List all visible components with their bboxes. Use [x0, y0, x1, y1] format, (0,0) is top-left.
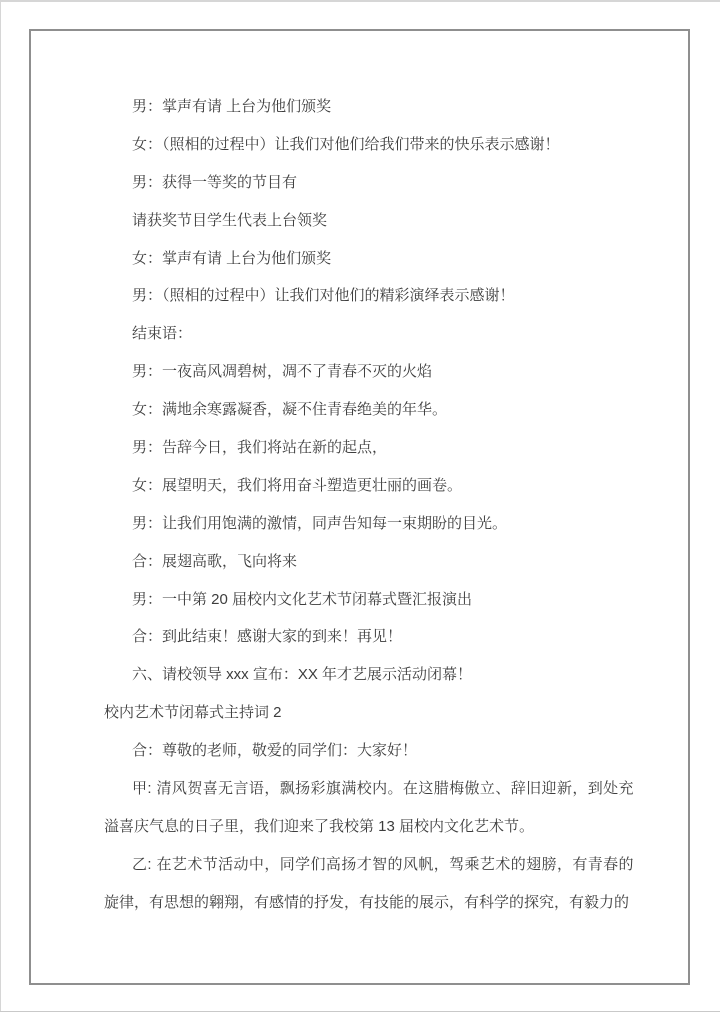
page-edge-left-line	[0, 0, 1, 1012]
page-edge-top-line	[0, 0, 720, 2]
script-line: 男：（照相的过程中）让我们对他们的精彩演绎表示感谢！	[132, 287, 515, 305]
page-border	[29, 29, 690, 985]
script-line: 男：一中第 20 届校内文化艺术节闭幕式暨汇报演出	[132, 590, 473, 608]
script-line: 女：满地余寒露凝香，凝不住青春绝美的年华。	[132, 401, 448, 419]
script-line: 男：一夜高风凋碧树，凋不了青春不灭的火焰	[132, 363, 433, 381]
script-line: 男：让我们用饱满的激情，同声告知每一束期盼的目光。	[132, 514, 508, 532]
script-line: 女：展望明天，我们将用奋斗塑造更壮丽的画卷。	[132, 476, 463, 494]
script-line: 乙: 在艺术节活动中，同学们高扬才智的风帆，驾乘艺术的翅膀，有青春的	[132, 855, 634, 873]
script-line: 女：（照相的过程中）让我们对他们给我们带来的快乐表示感谢！	[132, 135, 560, 153]
script-line: 六、请校领导 xxx 宣布：XX 年才艺展示活动闭幕！	[132, 666, 473, 684]
script-line: 合：尊敬的老师，敬爱的同学们：大家好！	[132, 742, 418, 760]
script-line: 男：掌声有请 上台为他们颁奖	[132, 98, 332, 115]
document-body	[104, 88, 634, 922]
script-line-continuation: 溢喜庆气息的日子里，我们迎来了我校第 13 届校内文化艺术节。	[104, 817, 535, 835]
script-line: 请获奖节目学生代表上台领奖	[132, 211, 328, 229]
script-line-continuation: 旋律，有思想的翱翔，有感情的抒发，有技能的展示，有科学的探究，有毅力的	[104, 893, 630, 911]
script-line: 合：到此结束！感谢大家的到来！再见！	[132, 628, 403, 646]
closing-remarks-label: 结束语：	[132, 325, 193, 343]
page-edge-bottom-line	[0, 1011, 720, 1012]
script-line: 女：掌声有请 上台为他们颁奖	[132, 249, 332, 267]
script-line: 男：告辞今日，我们将站在新的起点，	[132, 439, 388, 457]
script-line: 男：获得一等奖的节目有	[132, 173, 298, 191]
script-line: 合：展翅高歌，飞向将来	[132, 552, 298, 570]
script-line: 甲: 清风贺喜无言语，飘扬彩旗满校内。在这腊梅傲立、辞旧迎新，到处充	[132, 780, 634, 798]
section-title: 校内艺术节闭幕式主持词 2	[104, 704, 282, 722]
